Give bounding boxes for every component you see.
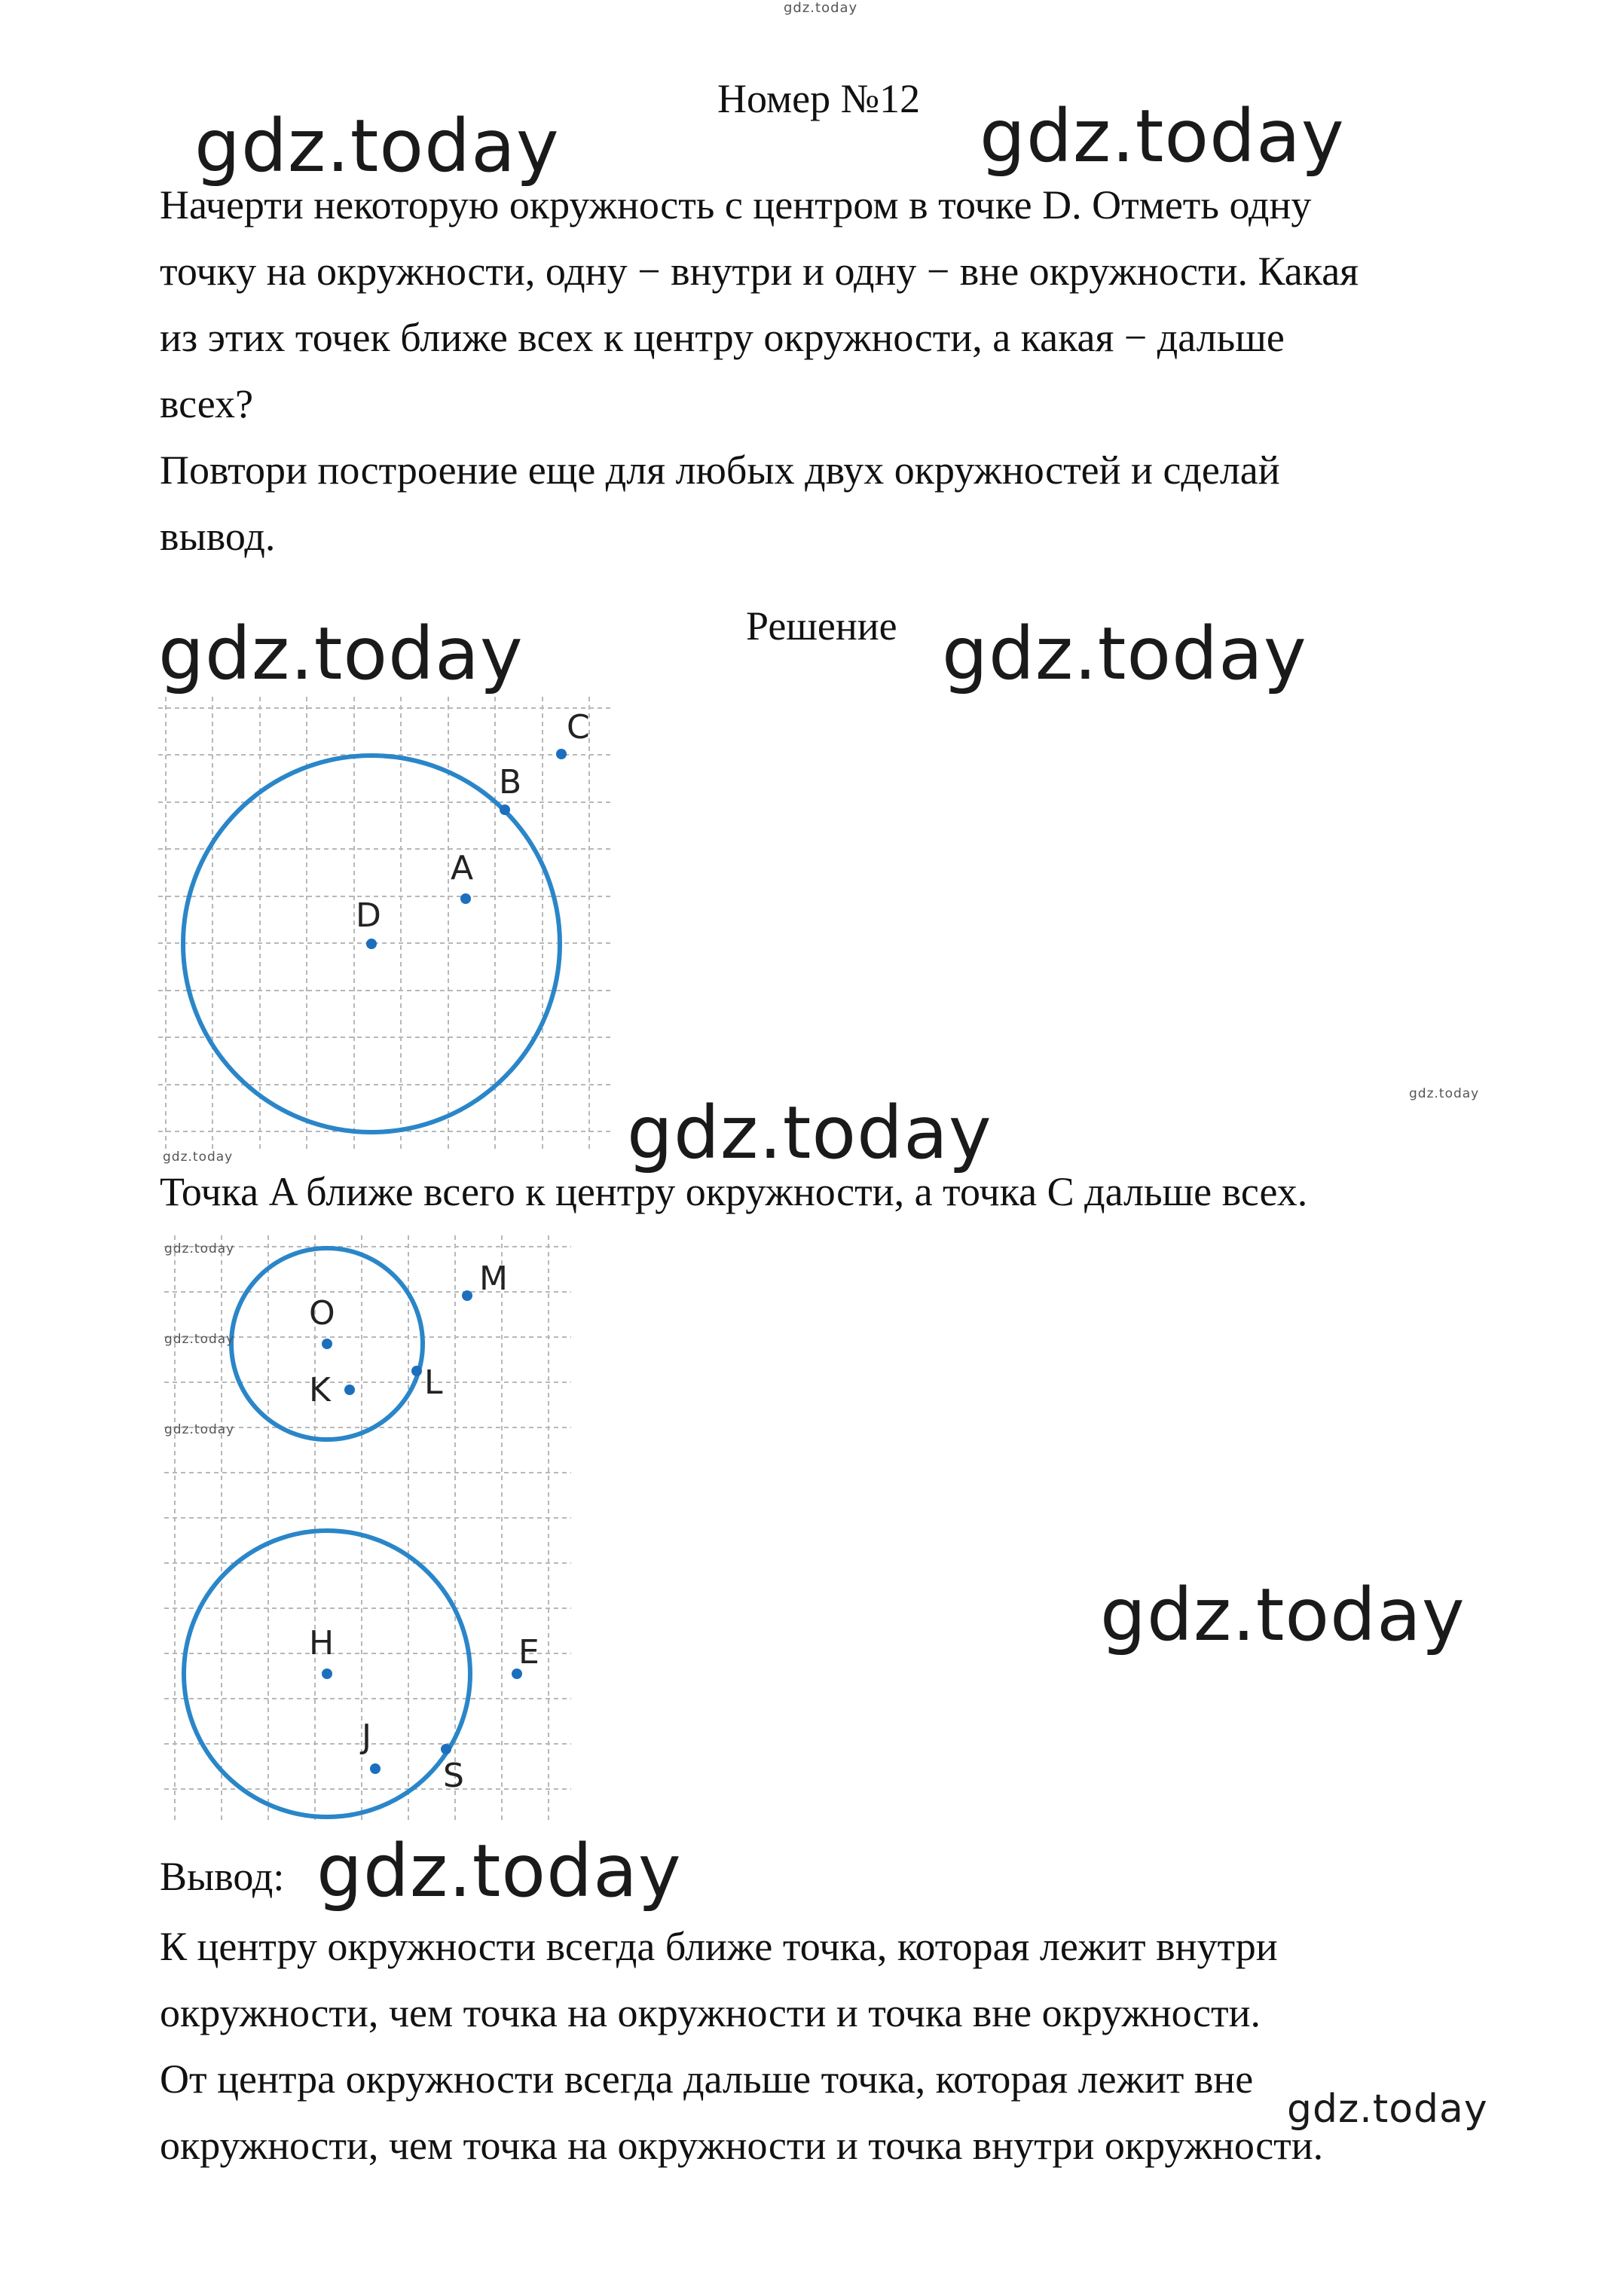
watermark: gdz.today [627, 1091, 992, 1175]
conclusion-line: К центру окружности всегда ближе точка, которая лежит внутри [160, 1924, 1278, 1969]
watermark: gdz.today [942, 612, 1307, 696]
point-b [500, 805, 510, 815]
watermark: gdz.today [980, 94, 1345, 179]
figure-circle-d [158, 697, 625, 1164]
label-c: C [567, 708, 590, 747]
watermark: gdz.today [164, 1241, 235, 1256]
point-j [370, 1763, 381, 1774]
point-a [460, 893, 471, 904]
watermark: gdz.today [164, 1422, 235, 1437]
conclusion-line: окружности, чем точка на окружности и точка внутри окружности. [160, 2123, 1324, 2168]
solution-heading: Решение [746, 603, 897, 649]
watermark: gdz.today [316, 1829, 682, 1913]
label-h: H [309, 1624, 335, 1662]
conclusion-line: От центра окружности всегда дальше точка, которая лежит вне [160, 2056, 1254, 2102]
label-a: A [451, 849, 474, 887]
watermark: gdz.today [164, 1332, 235, 1347]
figure-two-circles [164, 1235, 586, 1830]
grid [158, 697, 610, 1149]
label-e: E [518, 1633, 539, 1672]
label-o: O [309, 1294, 335, 1333]
watermark: gdz.today [1287, 2087, 1488, 2132]
point-m [462, 1290, 472, 1301]
task-line: точку на окружности, одну − внутри и одну − вне окружности. Какая [160, 249, 1359, 294]
task-text [160, 172, 1516, 569]
task-line: из этих точек ближе всех к центру окружности, а какая − дальше [160, 315, 1285, 360]
watermark: gdz.today [158, 612, 524, 696]
label-k: K [309, 1371, 331, 1409]
label-m: M [479, 1259, 508, 1298]
answer-text [160, 1159, 1516, 1225]
label-s: S [443, 1757, 464, 1795]
watermark: gdz.today [1409, 1086, 1480, 1101]
point-s [441, 1744, 451, 1754]
conclusion-label: Вывод: [160, 1854, 285, 1899]
label-b: B [499, 763, 522, 801]
point-l [411, 1366, 422, 1376]
watermark: gdz.today [1100, 1573, 1466, 1657]
conclusion-text [160, 1913, 1516, 2178]
task-line: Повтори построение еще для любых двух окружностей и сделай [160, 447, 1280, 493]
point-h [322, 1669, 332, 1679]
conclusion-line: окружности, чем точка на окружности и точка вне окружности. [160, 1990, 1261, 2035]
label-l: L [424, 1363, 443, 1402]
task-line: Начерти некоторую окружность с центром в точке D. Отметь одну [160, 182, 1312, 227]
label-j: J [362, 1717, 371, 1756]
label-d: D [356, 896, 381, 935]
watermark: gdz.today [163, 1150, 234, 1165]
point-o [322, 1339, 332, 1349]
watermark-top: gdz.today [784, 0, 858, 16]
point-c [556, 749, 567, 759]
point-k [344, 1385, 355, 1395]
page-title: Номер №12 [717, 76, 921, 121]
task-line: всех? [160, 381, 254, 426]
watermark: gdz.today [194, 104, 560, 188]
answer-line: Точка A ближе всего к центру окружности, а точка C дальше всех. [160, 1169, 1308, 1214]
task-line: вывод. [160, 514, 276, 559]
point-d [366, 939, 377, 949]
